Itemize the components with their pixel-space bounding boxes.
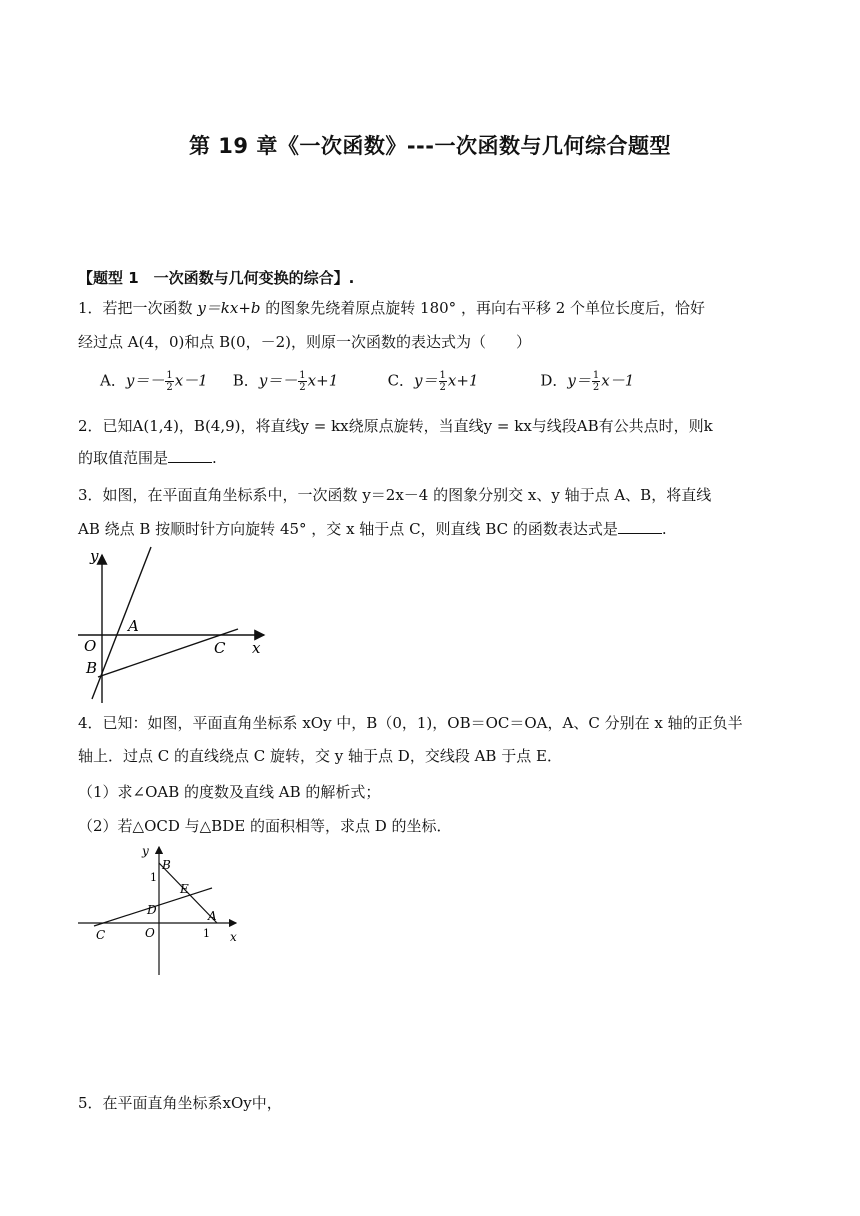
q3-period: . bbox=[661, 520, 667, 538]
section-heading-1: 【题型 1 一次函数与几何变换的综合】. bbox=[78, 269, 355, 287]
option-b-post: x+1 bbox=[307, 371, 339, 390]
q4-label-one-y: 1 bbox=[150, 871, 157, 884]
option-c-post: x+1 bbox=[447, 371, 479, 390]
q4-label-x: x bbox=[230, 930, 237, 944]
q2-line2-text: 的取值范围是 bbox=[78, 449, 169, 467]
question-1-options bbox=[100, 370, 634, 393]
question-4-sub-2: （2）若△OCD 与△BDE 的面积相等，求点 D 的坐标． bbox=[78, 817, 452, 835]
option-b-fraction bbox=[298, 370, 306, 393]
question-1-line-1 bbox=[78, 298, 705, 318]
q4-label-one-x: 1 bbox=[203, 927, 210, 940]
option-b-pre: y＝－ bbox=[258, 371, 298, 390]
q3-label-y: y bbox=[90, 547, 99, 565]
option-d-pre: y＝ bbox=[567, 371, 591, 390]
option-d-post: x－1 bbox=[601, 371, 635, 390]
q3-label-a: A bbox=[128, 617, 139, 635]
q4-label-d: D bbox=[147, 903, 157, 917]
option-d-label: D． bbox=[540, 371, 568, 390]
option-a[interactable] bbox=[100, 370, 228, 393]
option-d-num: 1 bbox=[592, 370, 600, 381]
q4-label-y: y bbox=[142, 844, 149, 858]
option-a-fraction bbox=[165, 370, 173, 393]
option-b-den: 2 bbox=[299, 382, 306, 393]
q3-line2-text: AB 绕点 B 按顺时针方向旋转 45° ，交 x 轴于点 C，则直线 BC 的函数表达式是 bbox=[78, 520, 618, 538]
option-c-den: 2 bbox=[439, 382, 446, 393]
option-c[interactable] bbox=[388, 370, 536, 393]
option-a-den: 2 bbox=[166, 382, 173, 393]
q1-text-a: 1．若把一次函数 bbox=[78, 299, 198, 317]
option-c-fraction bbox=[439, 370, 447, 393]
question-3-line-2 bbox=[78, 519, 667, 539]
q3-label-o: O bbox=[84, 637, 97, 655]
question-4-figure bbox=[76, 843, 246, 978]
question-5-line-1: 5．在平面直角坐标系xOy中， bbox=[78, 1094, 282, 1112]
q3-label-b: B bbox=[86, 659, 98, 677]
option-d-den: 2 bbox=[592, 382, 600, 393]
option-c-pre: y＝ bbox=[414, 371, 438, 390]
q4-label-o: O bbox=[145, 926, 155, 940]
option-a-label: A． bbox=[100, 371, 126, 390]
option-c-label: C． bbox=[387, 371, 415, 390]
q3-answer-blank[interactable] bbox=[618, 519, 662, 534]
q4-label-e: E bbox=[180, 882, 189, 896]
q1-expr: y＝kx+b bbox=[197, 299, 261, 317]
question-3-line-1: 3．如图，在平面直角坐标系中，一次函数 y＝2x－4 的图象分别交 x、y 轴于点 A、B，将直线 bbox=[78, 486, 712, 504]
option-d[interactable] bbox=[540, 370, 634, 393]
q3-label-x: x bbox=[252, 639, 261, 657]
question-3-figure bbox=[76, 545, 268, 705]
q4-label-b: B bbox=[162, 858, 171, 872]
option-b[interactable] bbox=[233, 370, 383, 393]
question-2-line-1: 2．已知A(1,4)，B(4,9)，将直线y = kx绕原点旋转，当直线y = kx与线段AB有公共点时，则k bbox=[78, 417, 713, 435]
question-4-line-1: 4．已知：如图，平面直角坐标系 xOy 中，B（0，1)，OB＝OC＝OA，A、C 分别在 x 轴的正负半 bbox=[78, 714, 743, 732]
option-b-label: B． bbox=[232, 371, 259, 390]
q3-label-c: C bbox=[214, 639, 226, 657]
option-a-post: x－1 bbox=[174, 371, 208, 390]
question-1-line-2: 经过点 A(4，0)和点 B(0，－2)，则原一次函数的表达式为（ ） bbox=[78, 333, 531, 351]
q2-period: . bbox=[212, 449, 217, 467]
question-2-line-2 bbox=[78, 448, 217, 468]
option-a-num: 1 bbox=[166, 370, 173, 381]
page-title: 第 19 章《一次函数》---一次函数与几何综合题型 bbox=[189, 134, 671, 158]
q4-label-c: C bbox=[96, 928, 106, 942]
option-a-pre: y＝－ bbox=[125, 371, 165, 390]
option-c-num: 1 bbox=[439, 370, 446, 381]
q1-text-b: 的图象先绕着原点旋转 180° ，再向右平移 2 个单位长度后，恰好 bbox=[260, 299, 706, 317]
q2-answer-blank[interactable] bbox=[168, 448, 212, 463]
question-4-sub-1: （1）求∠OAB 的度数及直线 AB 的解析式； bbox=[78, 783, 381, 801]
option-b-num: 1 bbox=[299, 370, 306, 381]
option-d-fraction bbox=[592, 370, 600, 393]
q4-label-a: A bbox=[208, 909, 217, 923]
question-4-line-2: 轴上．过点 C 的直线绕点 C 旋转，交 y 轴于点 D，交线段 AB 于点 E． bbox=[78, 747, 562, 765]
